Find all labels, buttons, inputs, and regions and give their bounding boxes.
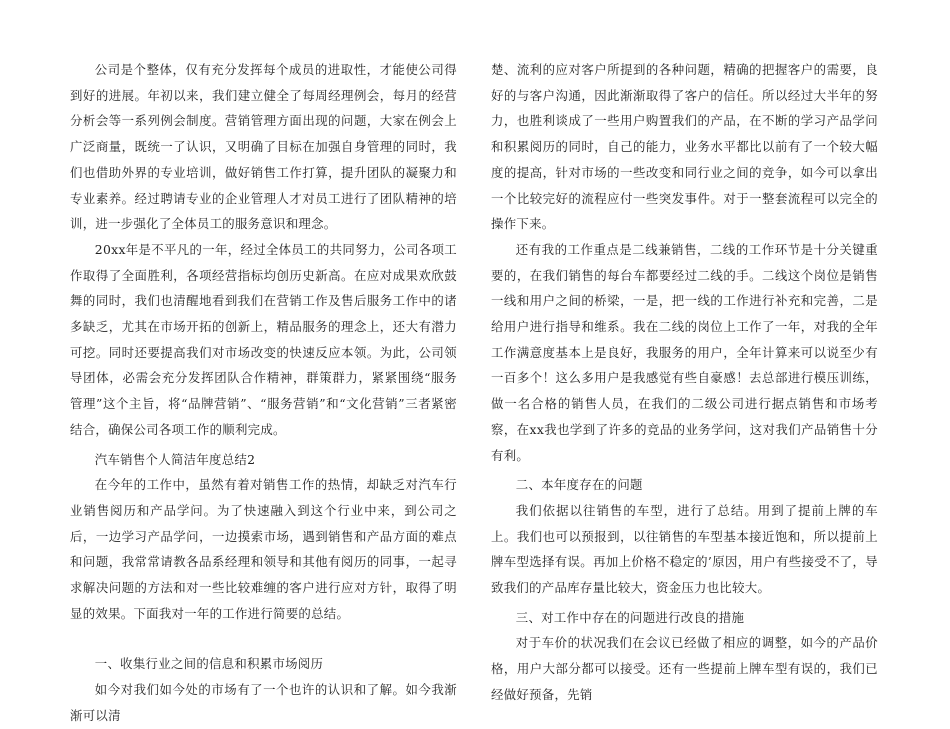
paragraph-second-line-work: 还有我的工作重点是二线兼销售，二线的工作环节是十分关键重要的，在我们销售的每台车都要经过二线的手。二线这个岗位是销售一线和用户之间的桥梁，一是，把一线的工作进行补充和完善，二是给用户进行指导和维系。我在二线的岗位上工作了一年，对我的全年工作满意度基本上是良好，我服务的用户，全年计算来可以说至少有一百多个！这么多用户是我感觉有些自豪感！去总部进行模压训练，做一名合格的销售人员，在我们的二级公司进行据点销售和市场考察，在xx我也学到了许多的竞品的业务学问，这对我们产品销售十分有利。 (491, 241, 878, 463)
section-heading-2: 二、本年度存在的问题 (515, 477, 643, 493)
left-column (70, 57, 457, 729)
paragraph-problems: 我们依据以往销售的车型，进行了总结。用到了提前上牌的车上。我们也可以预报到，以往销售的车型基本接近饱和，所以提前上牌车型选择有误。再加上价格不稳定的’原因，用户有些接受不了，导致我们的产品库存量比较大，资金压力也比较大。 (491, 502, 878, 596)
paragraph-customer-trust: 楚、流利的应对客户所提到的各种问题，精确的把握客户的需要，良好的与客户沟通，因此渐渐取得了客户的信任。所以经过大半年的努力，也胜利谈成了一些用户购置我们的产品，在不断的学习产品学问和积累阅历的同时，自己的能力，业务水平都比以前有了一个较大幅度的提高，针对市场的一些改变和同行业之间的竞争，如今可以拿出一个比较完好的流程应付一些突发事件。对于一整套流程可以完全的操作下来。 (491, 62, 878, 232)
paragraph-improvements: 对于车价的状况我们在会议已经做了相应的调整，如今的产品价格，用户大部分都可以接受。还有一些提前上牌车型有误的，我们已经做好预备，先销 (491, 635, 878, 702)
section-heading-1: 一、收集行业之间的信息和积累市场阅历 (94, 656, 324, 672)
section-heading-3: 三、对工作中存在的问题进行改良的措施 (515, 609, 745, 625)
paragraph-annual-review: 20xx年是不平凡的一年，经过全体员工的共同努力，公司各项工作取得了全面胜利，各项经营指标均创历史新高。在应对成果欢欣鼓舞的同时，我们也清醒地看到我们在营销工作及售后服务工作中的诸多缺乏，尤其在市场开拓的创新上，精品服务的理念上，还大有潜力可挖。同时还要提高我们对市场改变的快速反应本领。为此，公司领导团体，必需会充分发挥团队合作精神，群策群力，紧紧围绕“服务管理”这个主旨，将“品牌营销”、“服务营销”和“文化营销”三者紧密结合，确保公司各项工作的顺利完成。 (70, 241, 457, 437)
summary-heading: 汽车销售个人简洁年度总结2 (94, 451, 256, 467)
right-column (491, 57, 878, 708)
paragraph-team-meetings: 公司是个整体，仅有充分发挥每个成员的进取性，才能使公司得到好的进展。年初以来，我们建立健全了每周经理例会，每月的经营分析会等一系列例会制度。营销管理方面出现的问题，大家在例会上广泛商量，既统一了认识，又明确了目标在加强自身管理的同时，我们也借助外界的专业培训，做好销售工作打算，提升团队的凝聚力和专业素养。经过聘请专业的企业管理人才对员工进行了团队精神的培训，进一步强化了全体员工的服务意识和理念。 (70, 62, 457, 232)
paragraph-introduction: 在今年的工作中，虽然有着对销售工作的热情，却缺乏对汽车行业销售阅历和产品学问。为了快速融入到这个行业中来，到公司之后，一边学习产品学问，一边摸索市场，遇到销售和产品方面的难点和问题，我常常请教各品系经理和领导和其他有阅历的同事，一起寻求解决问题的方法和对一些比较难缠的客户进行应对方针，取得了明显的效果。下面我对一年的工作进行简要的总结。 (70, 477, 457, 621)
paragraph-market-knowledge: 如今对我们如今处的市场有了一个也许的认识和了解。如今我渐渐可以清 (70, 682, 457, 723)
